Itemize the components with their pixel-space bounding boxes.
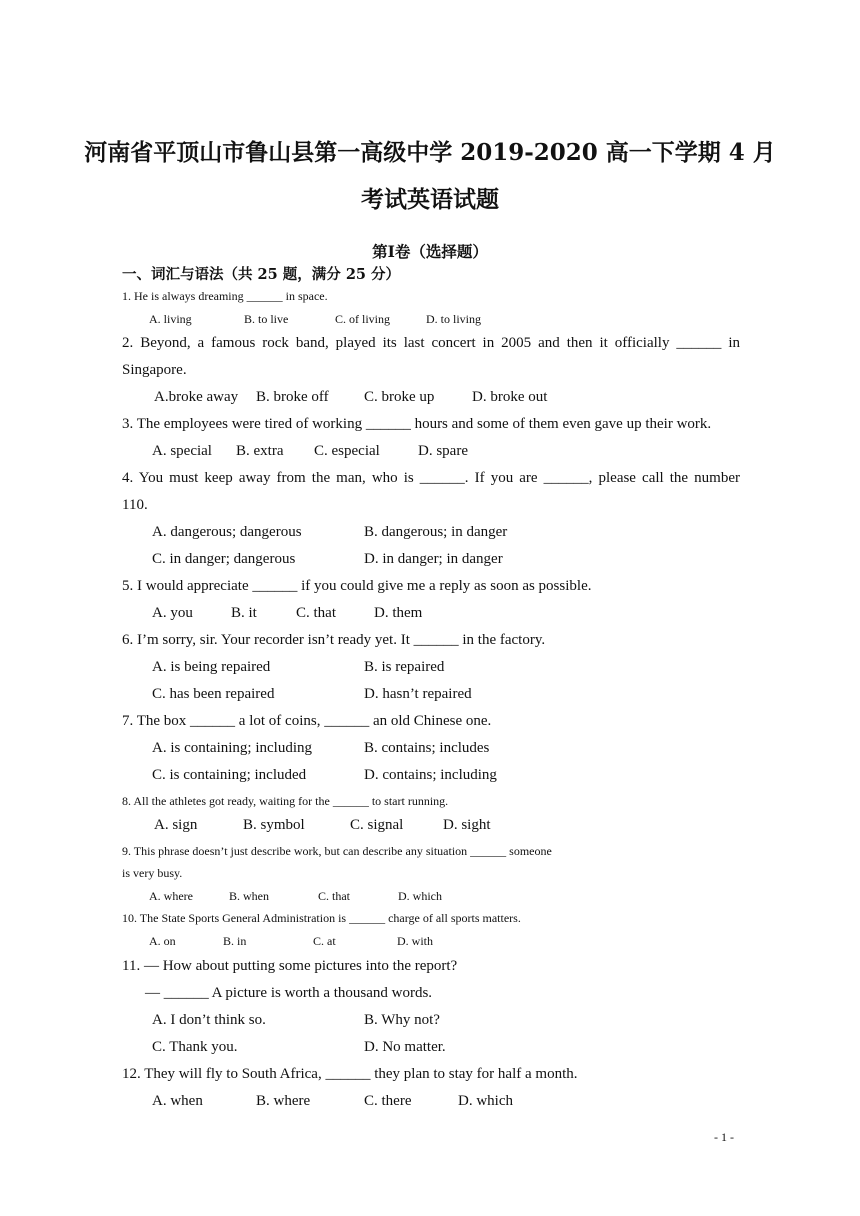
- question-stem-cont: — ______ A picture is worth a thousand words.: [145, 985, 433, 1001]
- option: C. at: [313, 934, 336, 948]
- section-heading: 一、词汇与语法（共 25 题，满分 25 分）: [122, 266, 401, 283]
- option: D. sight: [443, 817, 491, 833]
- option: C. especial: [314, 443, 380, 459]
- option: D. with: [397, 934, 433, 948]
- option: D. which: [398, 889, 442, 903]
- option: B. to live: [244, 312, 289, 326]
- option: B. symbol: [243, 817, 305, 833]
- option: D. No matter.: [364, 1039, 446, 1055]
- option: A. where: [149, 889, 193, 903]
- option: D. hasn’t repaired: [364, 686, 472, 702]
- option: A.broke away: [154, 389, 239, 405]
- option: B. when: [229, 889, 269, 903]
- option: C. is containing; included: [152, 767, 307, 783]
- option: D. broke out: [472, 389, 548, 405]
- option: B. in: [223, 934, 247, 948]
- option: B. contains; includes: [364, 740, 490, 756]
- option: A. on: [149, 934, 176, 948]
- option: C. of living: [335, 312, 391, 326]
- option: A. sign: [154, 817, 198, 833]
- question-stem: 1. He is always dreaming ______ in space.: [122, 289, 328, 303]
- option: B. is repaired: [364, 659, 445, 675]
- option: D. contains; including: [364, 767, 497, 783]
- question-stem: 10. The State Sports General Administration is ______ charge of all sports matters.: [122, 911, 521, 925]
- question-stem: 4. You must keep away from the man, who is ______. If you are ______, please call the number: [122, 470, 740, 486]
- question-stem: 8. All the athletes got ready, waiting for the ______ to start running.: [122, 794, 449, 808]
- option: D. in danger; in danger: [364, 551, 503, 567]
- option: C. broke up: [364, 389, 435, 405]
- question-stem: 11. — How about putting some pictures into the report?: [122, 958, 458, 974]
- option: A. dangerous; dangerous: [152, 524, 302, 540]
- question-stem: 7. The box ______ a lot of coins, ______ an old Chinese one.: [122, 713, 492, 729]
- question-stem: 9. This phrase doesn’t just describe work, but can describe any situation ______ someone: [122, 844, 552, 858]
- option: A. when: [152, 1093, 203, 1109]
- option: C. that: [318, 889, 350, 903]
- option: B. extra: [236, 443, 284, 459]
- option: D. spare: [418, 443, 468, 459]
- option: A. I don’t think so.: [152, 1012, 266, 1028]
- option: B. dangerous; in danger: [364, 524, 508, 540]
- question-stem-cont: Singapore.: [122, 362, 187, 378]
- option: C. has been repaired: [152, 686, 275, 702]
- option: D. which: [458, 1093, 513, 1109]
- question-stem-cont: 110.: [122, 497, 148, 513]
- option: D. to living: [426, 312, 482, 326]
- question-stem: 2. Beyond, a famous rock band, played its last concert in 2005 and then it officially ______ in: [122, 335, 740, 351]
- option: C. there: [364, 1093, 412, 1109]
- page-title: 河南省平顶山市鲁山县第一高级中学 2019-2020 高一下学期 4 月: [84, 139, 776, 166]
- option: B. Why not?: [364, 1012, 440, 1028]
- option: B. broke off: [256, 389, 329, 405]
- option: A. is containing; including: [152, 740, 312, 756]
- question-stem: 12. They will fly to South Africa, ______ they plan to stay for half a month.: [122, 1066, 578, 1082]
- page-title-line2: 考试英语试题: [361, 186, 499, 213]
- option: B. it: [231, 605, 257, 621]
- option: A. is being repaired: [152, 659, 271, 675]
- question-stem: 3. The employees were tired of working ______ hours and some of them even gave up their work.: [122, 416, 712, 432]
- option: B. where: [256, 1093, 311, 1109]
- option: C. signal: [350, 817, 404, 833]
- question-stem: 5. I would appreciate ______ if you could give me a reply as soon as possible.: [122, 578, 592, 594]
- volume-heading: 第Ⅰ卷（选择题）: [372, 242, 488, 261]
- option: A. you: [152, 605, 193, 621]
- page-number: - 1 -: [714, 1130, 734, 1144]
- question-stem: 6. I’m sorry, sir. Your recorder isn’t ready yet. It ______ in the factory.: [122, 632, 546, 648]
- option: A. living: [149, 312, 192, 326]
- option: C. in danger; dangerous: [152, 551, 296, 567]
- option: D. them: [374, 605, 423, 621]
- question-stem-cont: is very busy.: [122, 866, 183, 880]
- option: C. that: [296, 605, 336, 621]
- option: A. special: [152, 443, 212, 459]
- option: C. Thank you.: [152, 1039, 238, 1055]
